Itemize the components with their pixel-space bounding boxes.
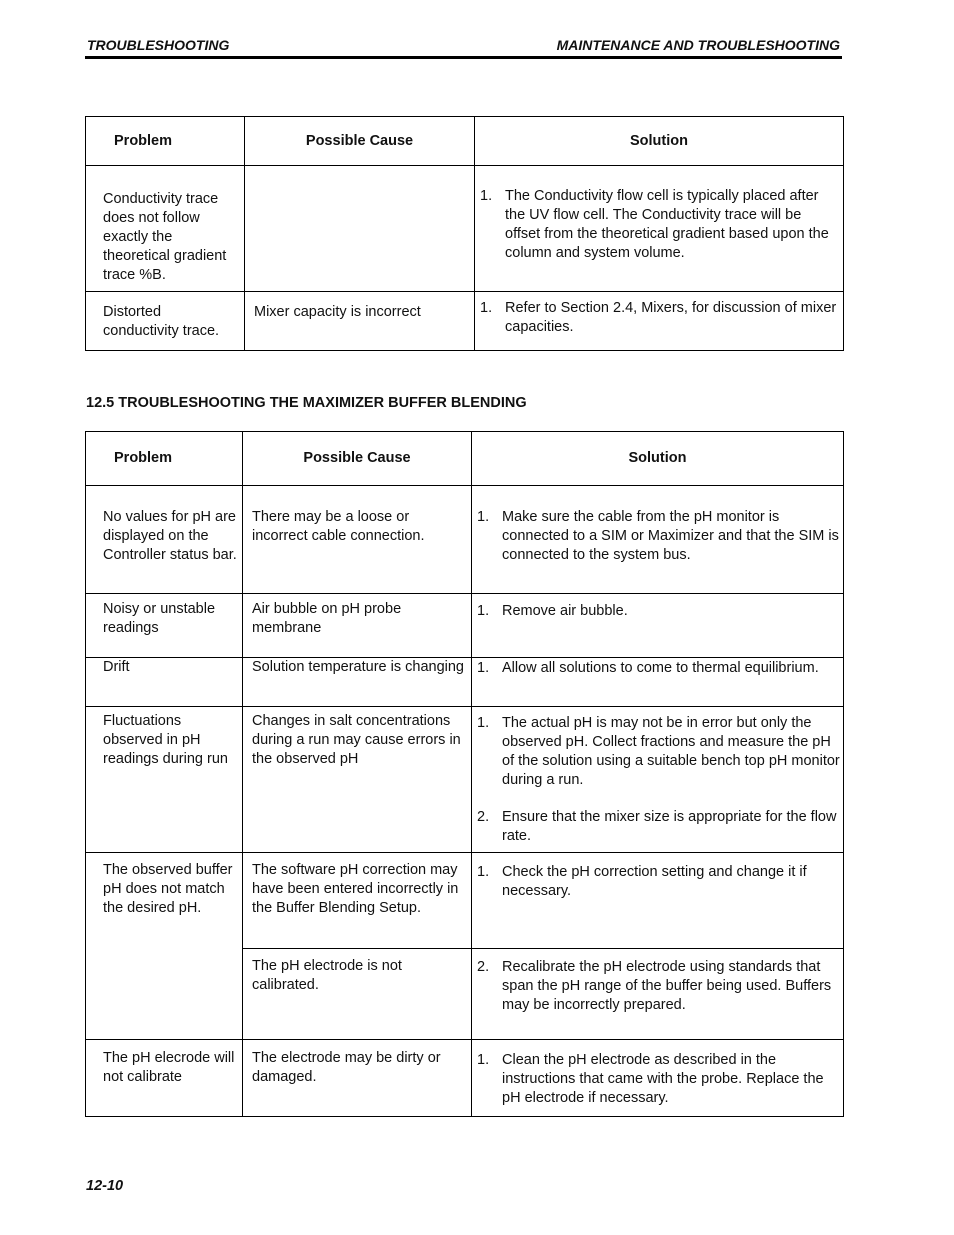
problem-cell: No values for pH are displayed on the Controller status bar.: [103, 509, 237, 563]
cause-cell: The electrode may be dirty or damaged.: [252, 1050, 441, 1085]
solution-text: Clean the pH electrode as described in the instructions that came with the probe. Replace the pH electrode if necessary.: [502, 1052, 824, 1106]
solution-item: [472, 808, 843, 846]
table-header-row: [86, 432, 844, 486]
problem-cell: Conductivity trace does not follow exactly the theoretical gradient trace %B.: [103, 191, 227, 283]
column-header-problem: Problem: [86, 432, 243, 486]
table-row: [86, 658, 844, 707]
header-chapter-title: MAINTENANCE AND TROUBLESHOOTING: [556, 37, 840, 53]
cause-cell: The software pH correction may have been entered incorrectly in the Buffer Blending Setup.: [252, 862, 459, 916]
cause-cell: Mixer capacity is incorrect: [254, 304, 421, 320]
table-row: [86, 166, 844, 292]
page-header: [85, 36, 842, 59]
solution-number: 2.: [477, 959, 490, 975]
cause-cell: The pH electrode is not calibrated.: [252, 958, 402, 993]
solution-item: [472, 508, 843, 565]
table-row: [86, 594, 844, 658]
column-header-possible-cause: Possible Cause: [243, 432, 472, 486]
solution-number: 1.: [480, 300, 493, 316]
solution-text: Check the pH correction setting and change it if necessary.: [502, 864, 807, 899]
solution-number: 1.: [477, 715, 490, 731]
solution-number: 1.: [480, 188, 493, 204]
solution-item: [475, 187, 843, 263]
solution-number: 1.: [477, 864, 490, 880]
solution-text: Ensure that the mixer size is appropriate for the flow rate.: [502, 809, 837, 844]
column-header-solution: Solution: [472, 432, 844, 486]
header-section-title: TROUBLESHOOTING: [87, 37, 230, 53]
solution-item: [472, 659, 843, 678]
problem-cell: Distorted conductivity trace.: [103, 304, 220, 339]
problem-cell: Fluctuations observed in pH readings during run: [103, 713, 228, 767]
solution-text: Allow all solutions to come to thermal equilibrium.: [502, 660, 819, 676]
solution-text: Refer to Section 2.4, Mixers, for discussion of mixer capacities.: [505, 300, 837, 335]
table-header-row: [86, 117, 844, 166]
solution-number: 1.: [477, 509, 490, 525]
solution-item: [472, 602, 843, 621]
cause-cell: [245, 166, 474, 190]
table-row: [86, 292, 844, 351]
solution-item: [472, 1051, 843, 1108]
problem-cell: The observed buffer pH does not match the desired pH.: [103, 862, 233, 916]
solution-text: The actual pH is may not be in error but only the observed pH. Collect fractions and measure the pH of the solution using a suitable bench top pH monitor during a run.: [502, 715, 840, 788]
solution-item: [472, 863, 843, 901]
cause-cell: Air bubble on pH probe membrane: [252, 601, 402, 636]
column-header-solution: Solution: [475, 117, 844, 166]
solution-text: The Conductivity flow cell is typically placed after the UV flow cell. The Conductivity trace will be offset from the theoretical gradient based upon the column and system volume.: [505, 188, 829, 261]
table-row: [86, 1040, 844, 1117]
problem-cell: The pH elecrode will not calibrate: [103, 1050, 235, 1085]
solution-number: 1.: [477, 1052, 490, 1068]
table-row: [86, 486, 844, 594]
table-row: [86, 707, 844, 853]
troubleshooting-table-conductivity: [85, 116, 844, 351]
solution-text: Remove air bubble.: [502, 603, 628, 619]
table-row: [86, 853, 844, 949]
solution-text: Make sure the cable from the pH monitor is connected to a SIM or Maximizer and that the SIM is connected to the system bus.: [502, 509, 839, 563]
page-number: 12-10: [86, 1178, 124, 1194]
troubleshooting-table-buffer-blending: [85, 431, 844, 1117]
problem-cell: Noisy or unstable readings: [103, 601, 216, 636]
cause-cell: Changes in salt concentrations during a run may cause errors in the observed pH: [252, 713, 461, 767]
cause-cell: There may be a loose or incorrect cable connection.: [252, 509, 425, 544]
column-header-possible-cause: Possible Cause: [245, 117, 475, 166]
solution-number: 2.: [477, 809, 490, 825]
problem-cell: Drift: [103, 659, 130, 675]
solution-text: Recalibrate the pH electrode using standards that span the pH range of the buffer being used. Buffers may be incorrectly prepared.: [502, 959, 832, 1013]
section-heading: 12.5 TROUBLESHOOTING THE MAXIMIZER BUFFER BLENDING: [86, 395, 527, 411]
solution-item: [472, 958, 843, 1015]
solution-item: [475, 299, 843, 337]
solution-number: 1.: [477, 660, 490, 676]
cause-cell: Solution temperature is changing: [252, 659, 464, 675]
solution-number: 1.: [477, 603, 490, 619]
solution-item: [472, 714, 843, 790]
column-header-problem: Problem: [86, 117, 245, 166]
